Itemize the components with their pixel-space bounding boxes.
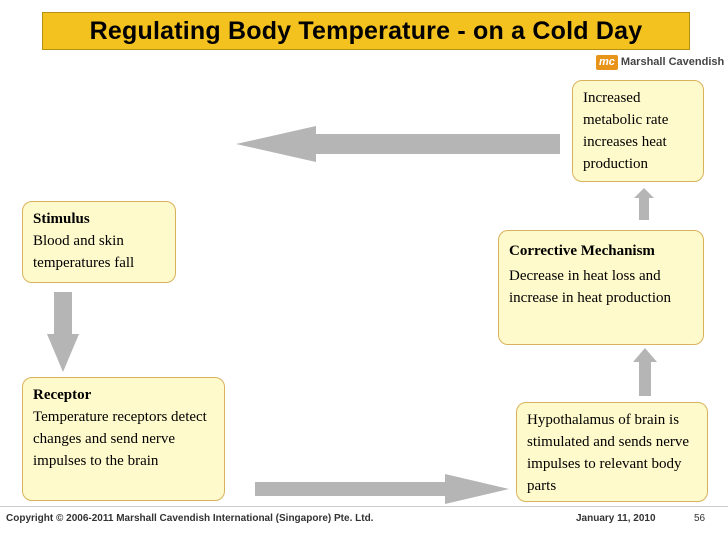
hypothalamus-box (516, 402, 708, 502)
corrective-text: Decrease in heat loss and increase in heat production (509, 268, 672, 306)
arrow-up-right-lower (633, 348, 657, 396)
footer-copyright: Copyright © 2006-2011 Marshall Cavendish International (Singapore) Pte. Ltd. (6, 513, 374, 524)
slide-title: Regulating Body Temperature - on a Cold Day (89, 16, 643, 45)
receptor-heading: Receptor (33, 387, 92, 403)
metabolic-rate-box (572, 80, 704, 182)
publisher-logo (596, 54, 724, 70)
arrow-up-right-upper (634, 188, 654, 220)
metabolic-rate-text: Increased metabolic rate increases heat production (583, 90, 669, 172)
corrective-heading: Corrective Mechanism (509, 243, 655, 259)
footer-date: January 11, 2010 (576, 513, 656, 524)
stimulus-box (22, 201, 176, 283)
title-bar (42, 12, 690, 50)
receptor-text: Temperature receptors detect changes and send nerve impulses to the brain (33, 409, 207, 469)
receptor-box (22, 377, 225, 501)
corrective-mechanism-box (498, 230, 704, 345)
stimulus-text: Blood and skin temperatures fall (33, 233, 135, 271)
footer-page-number: 56 (694, 513, 706, 524)
arrow-left-top (236, 126, 560, 162)
logo-text: Marshall Cavendish (620, 56, 725, 68)
arrow-down-left (47, 292, 79, 372)
footer-divider (0, 506, 728, 507)
logo-mark: mc (596, 55, 618, 70)
hypothalamus-text: Hypothalamus of brain is stimulated and sends nerve impulses to relevant body parts (527, 412, 690, 494)
stimulus-heading: Stimulus (33, 211, 90, 227)
arrow-right-bottom (255, 474, 509, 504)
